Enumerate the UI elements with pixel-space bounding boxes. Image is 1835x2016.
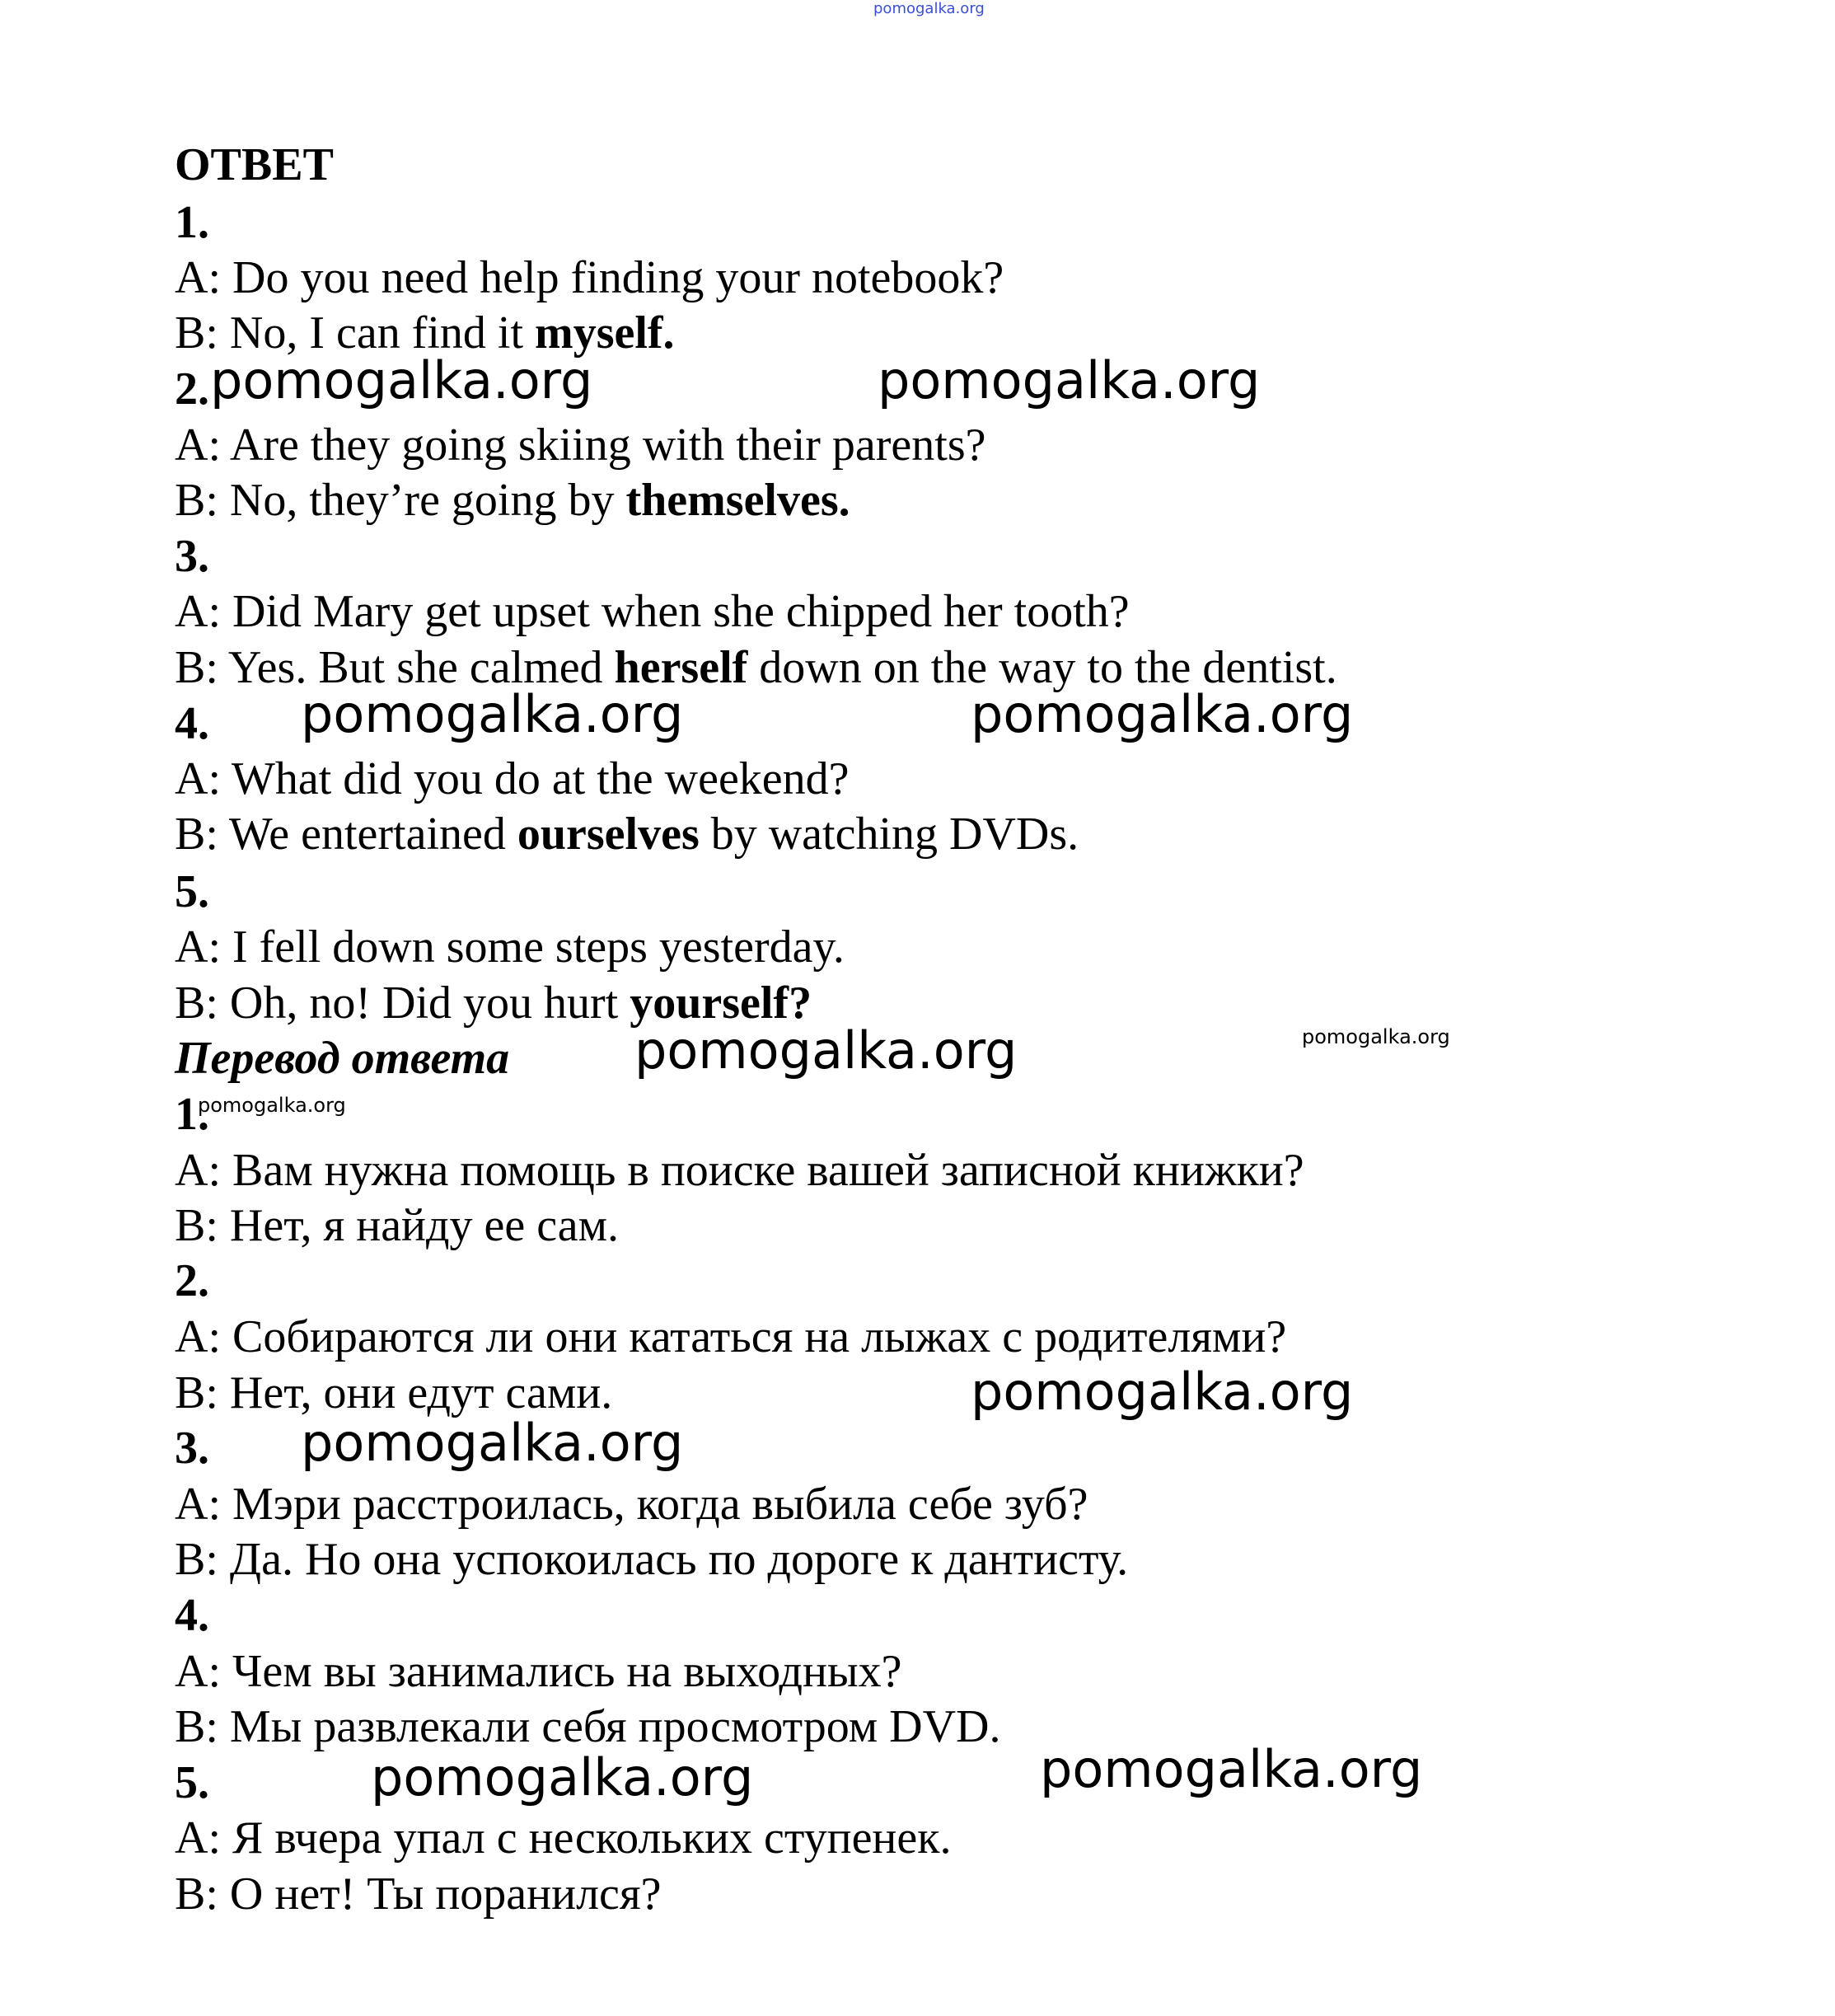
answer-1-b-bold: myself. (535, 307, 675, 359)
translation-3-number: 3. (175, 1423, 209, 1474)
answer-1-number: 1. (175, 197, 209, 248)
translation-3-line-b: B: Да. Но она успокоилась по дороге к дантисту. (175, 1534, 1129, 1585)
translation-2-number: 2. (175, 1255, 209, 1306)
answer-1-b-text: B: No, I can find it (175, 307, 536, 359)
answer-2-number: 2. (175, 363, 209, 415)
watermark: pomogalka.org (210, 350, 593, 410)
translation-2-line-b: B: Нет, они едут сами. (175, 1367, 613, 1418)
top-watermark: pomogalka.org (873, 0, 985, 17)
answer-4-number: 4. (175, 698, 209, 749)
watermark-small: pomogalka.org (1302, 1025, 1450, 1048)
translation-4-line-b: B: Мы развлекали себя просмотром DVD. (175, 1701, 1001, 1752)
answer-3-b-bold: herself (614, 642, 748, 693)
translation-1-line-b: B: Нет, я найду ее сам. (175, 1200, 620, 1251)
watermark: pomogalka.org (301, 684, 684, 744)
answer-5-line-a: A: I fell down some steps yesterday. (175, 921, 845, 973)
translation-5-line-a: A: Я вчера упал с нескольких ступенек. (175, 1812, 952, 1864)
translation-heading: Перевод ответа (175, 1033, 510, 1084)
translation-5-number: 5. (175, 1757, 209, 1808)
answer-1-line-a: A: Do you need help finding your notebook? (175, 252, 1004, 303)
translation-1-number: 1. (175, 1089, 209, 1140)
answer-heading: ОТВЕТ (175, 139, 334, 190)
answer-2-line-a: A: Are they going skiing with their parents? (175, 420, 986, 471)
watermark: pomogalka.org (1040, 1739, 1423, 1799)
translation-3-line-a: A: Мэри расстроилась, когда выбила себе зуб? (175, 1479, 1088, 1530)
translation-4-line-a: A: Чем вы занимались на выходных? (175, 1646, 902, 1697)
watermark: pomogalka.org (371, 1747, 754, 1807)
watermark: pomogalka.org (634, 1020, 1018, 1081)
watermark: pomogalka.org (971, 1362, 1354, 1422)
translation-5-line-b: B: О нет! Ты поранился? (175, 1868, 662, 1920)
answer-5-number: 5. (175, 866, 209, 917)
answer-3-line-a: A: Did Mary get upset when she chipped her tooth? (175, 586, 1130, 637)
answer-4-b-bold: ourselves (517, 809, 700, 860)
watermark-small: pomogalka.org (198, 1094, 346, 1117)
watermark: pomogalka.org (301, 1413, 684, 1473)
answer-4-line-a: A: What did you do at the weekend? (175, 753, 850, 804)
answer-2-b-bold: themselves. (625, 475, 850, 526)
watermark: pomogalka.org (878, 350, 1261, 410)
answer-2-b-text: B: No, they’re going by (175, 475, 626, 526)
answer-4-b-text: B: We entertained (175, 809, 517, 860)
translation-4-number: 4. (175, 1590, 209, 1641)
answer-4-line-b (175, 808, 1079, 860)
translation-2-line-a: A: Собираются ли они кататься на лыжах с родителями? (175, 1311, 1287, 1362)
answer-2-line-b (175, 474, 850, 527)
answer-3-b-text: B: Yes. But she calmed (175, 642, 615, 693)
watermark: pomogalka.org (971, 684, 1354, 744)
answer-3-number: 3. (175, 531, 209, 582)
answer-5-b-bold: yourself? (630, 978, 812, 1029)
translation-1-line-a: A: Вам нужна помощь в поиске вашей записной книжки? (175, 1145, 1304, 1196)
answer-4-b-post: by watching DVDs. (699, 809, 1079, 860)
answer-5-b-text: B: Oh, no! Did you hurt (175, 978, 630, 1029)
answer-3-b-post: down on the way to the dentist. (747, 642, 1337, 693)
